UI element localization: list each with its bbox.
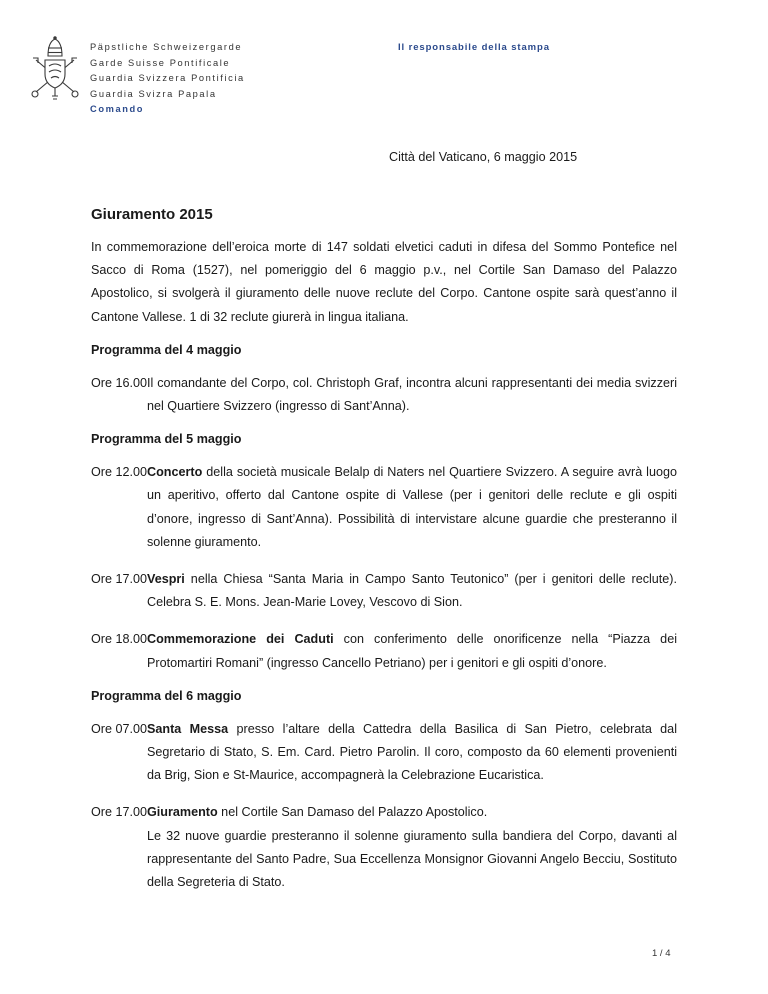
letterhead-command: Comando — [90, 104, 145, 114]
schedule-entry — [91, 628, 677, 674]
entry-description — [147, 801, 677, 894]
entry-event-name: Vespri — [147, 572, 185, 587]
section-heading: Programma del 4 maggio — [91, 342, 242, 357]
schedule-entry — [91, 461, 677, 554]
entry-text: Il comandante del Corpo, col. Christoph Graf, incontra alcuni rappresentanti dei media svizzeri nel Quartiere Svizzero (ingresso di Sant’Anna). — [147, 375, 677, 414]
program-sections — [91, 343, 677, 894]
entry-description — [147, 372, 677, 418]
section-heading: Programma del 6 maggio — [91, 688, 242, 703]
entry-event-name: Santa Messa — [147, 721, 229, 736]
entry-time: Ore 16.00 — [91, 375, 148, 390]
entry-paragraph — [147, 461, 677, 554]
entry-event-name: Commemorazione dei Caduti — [147, 632, 334, 647]
entry-text: nella Chiesa “Santa Maria in Campo Santo Teutonico” (per i genitori delle reclute). Celebra S. E. Mons. Jean-Marie Lovey, Vescovo di Sion. — [147, 572, 677, 610]
entry-paragraph — [147, 628, 677, 674]
entry-description — [147, 628, 677, 674]
entry-time: Ore 17.00 — [91, 572, 148, 587]
entry-time: Ore 12.00 — [91, 465, 148, 480]
entry-time: Ore 17.00 — [91, 805, 148, 820]
entry-paragraph — [147, 801, 677, 824]
entry-paragraph — [147, 718, 677, 788]
entry-event-name: Concerto — [147, 465, 203, 480]
schedule-entry — [91, 568, 677, 614]
entry-time: Ore 18.00 — [91, 632, 148, 647]
letterhead-line-italian: Guardia Svizzera Pontificia — [90, 73, 245, 83]
entry-event-name: Giuramento — [147, 805, 218, 820]
intro-paragraph: In commemorazione dell’eroica morte di 147 soldati elvetici caduti in difesa del Sommo Pontefice nel Sacco di Roma (1527), nel pomeriggio del 6 maggio p.v., nel Cortile San Damaso del Palazzo Apostolico, si svolgerà il giuramento delle nuove reclute del Corpo. Cantone ospite sarà quest’anno il Cantone Vallese. 1 di 32 reclute giurerà in lingua italiana. — [91, 240, 677, 324]
entry-text: della società musicale Belalp di Naters nel Quartiere Svizzero. A seguire avrà luogo un aperitivo, offerto dal Cantone ospite di Vallese (per i genitori delle reclute e gli ospiti d’onore, ingresso di Sant’Anna). Possibilità di intervistare alcune guardie che presteranno il solenne giuramento. — [147, 465, 677, 549]
press-officer-label: Il responsabile della stampa — [398, 42, 550, 53]
schedule-entry — [91, 372, 677, 418]
document-title: Giuramento 2015 — [91, 206, 213, 223]
entry-time: Ore 07.00 — [91, 721, 148, 736]
entry-text: con conferimento delle onorificenze nella “Piazza dei Protomartiri Romani” (ingresso Cancello Petriano) per i genitori e gli ospiti d’onore. — [147, 632, 677, 670]
entry-description — [147, 461, 677, 554]
entry-paragraph — [147, 372, 677, 418]
entry-description — [147, 718, 677, 788]
letterhead-line-french: Garde Suisse Pontificale — [90, 57, 231, 68]
entry-description — [147, 568, 677, 614]
letterhead-line-german: Päpstliche Schweizergarde — [90, 42, 243, 52]
entry-text: nel Cortile San Damaso del Palazzo Apostolico. — [217, 805, 488, 820]
papal-coat-of-arms-icon — [28, 36, 82, 102]
entry-paragraph — [147, 568, 677, 614]
letterhead — [90, 40, 245, 118]
page-number: 1 / 4 — [652, 948, 671, 959]
schedule-entry — [91, 801, 677, 894]
entry-extra-paragraph: Le 32 nuove guardie presteranno il solenne giuramento sulla bandiera del Corpo, davanti al rappresentante del Santo Padre, Sua Eccellenza Monsignor Giovanni Angelo Becciu, Sostituto della Segreteria di Stato. — [147, 828, 677, 890]
dateline: Città del Vaticano, 6 maggio 2015 — [389, 150, 578, 164]
section-heading: Programma del 5 maggio — [91, 432, 242, 447]
schedule-entry — [91, 718, 677, 788]
document-body — [91, 206, 677, 908]
entry-text: presso l’altare della Cattedra della Basilica di San Pietro, celebrata dal Segretario di Stato, S. Em. Card. Pietro Parolin. Il coro, composto da 60 elementi provenienti da Brig, Sion e St-Maurice, accompagnerà la Celebrazione Eucaristica. — [147, 721, 677, 783]
letterhead-line-romansh: Guardia Svizra Papala — [90, 88, 217, 99]
